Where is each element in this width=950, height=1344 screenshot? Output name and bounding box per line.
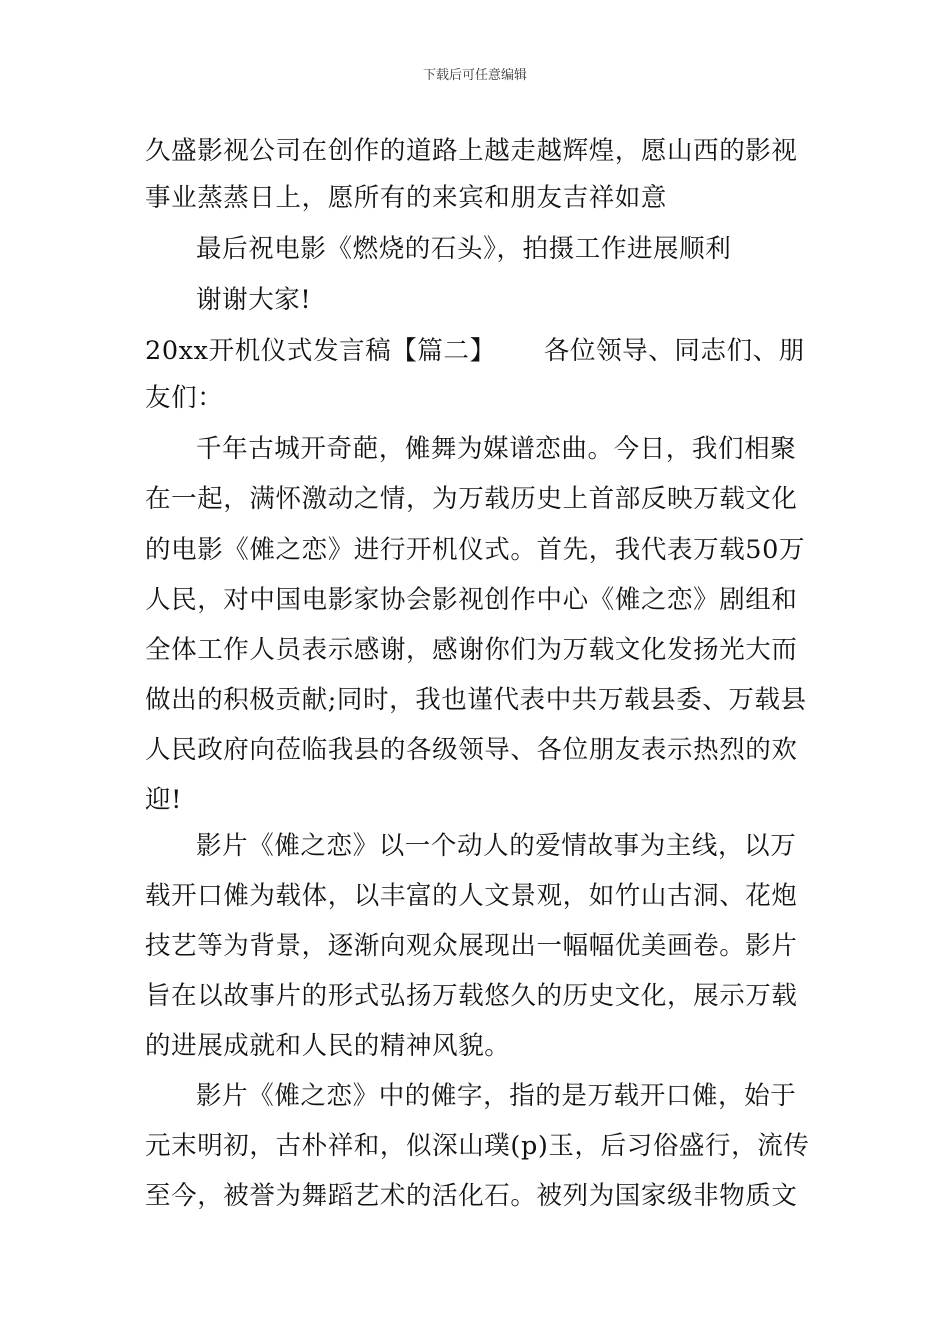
text-line: 的进展成就和人民的精神风貌。 (145, 1031, 511, 1061)
text-line: 影片《傩之恋》以一个动人的爱情故事为主线，以万 (196, 831, 797, 861)
text-line: 最后祝电影《燃烧的石头》，拍摄工作进展顺利 (196, 234, 732, 264)
text-line: 旨在以故事片的形式弘扬万载悠久的历史文化，展示万载 (145, 981, 798, 1011)
text-line: 人民，对中国电影家协会影视创作中心《傩之恋》剧组和 (145, 585, 798, 615)
text-line: 谢谢大家! (196, 285, 312, 315)
text-line: 元末明初，古朴祥和，似深山璞(p)玉，后习俗盛行，流传 (145, 1131, 810, 1161)
text-line: 迎! (145, 785, 182, 815)
text-line: 在一起，满怀激动之情，为万载历史上首部反映万载文化 (145, 484, 798, 514)
text-line: 人民政府向莅临我县的各级领导、各位朋友表示热烈的欢 (145, 735, 798, 765)
text-line: 友们： (145, 383, 224, 413)
text-line: 至今，被誉为舞蹈艺术的活化石。被列为国家级非物质文 (145, 1181, 798, 1211)
text-line: 做出的积极贡献;同时，我也谨代表中共万载县委、万载县 (145, 685, 807, 715)
text-line: 技艺等为背景，逐渐向观众展现出一幅幅优美画卷。影片 (145, 931, 798, 961)
text-line: 影片《傩之恋》中的傩字，指的是万载开口傩，始于 (196, 1081, 797, 1111)
text-line: 全体工作人员表示感谢，感谢你们为万载文化发扬光大而 (145, 635, 798, 665)
page-header: 下载后可任意编辑 (422, 68, 527, 83)
text-line: 久盛影视公司在创作的道路上越走越辉煌，愿山西的影视 (145, 136, 798, 166)
text-line: 事业蒸蒸日上，愿所有的来宾和朋友吉祥如意 (145, 183, 668, 213)
text-line: 的电影《傩之恋》进行开机仪式。首先，我代表万载50万 (145, 535, 806, 565)
section-heading: 20xx开机仪式发言稿【篇二】 各位领导、同志们、朋 (145, 336, 805, 366)
text-line: 载开口傩为载体，以丰富的人文景观，如竹山古洞、花炮 (145, 881, 798, 911)
text-line: 千年古城开奇葩，傩舞为媒谱恋曲。今日，我们相聚 (196, 434, 797, 464)
